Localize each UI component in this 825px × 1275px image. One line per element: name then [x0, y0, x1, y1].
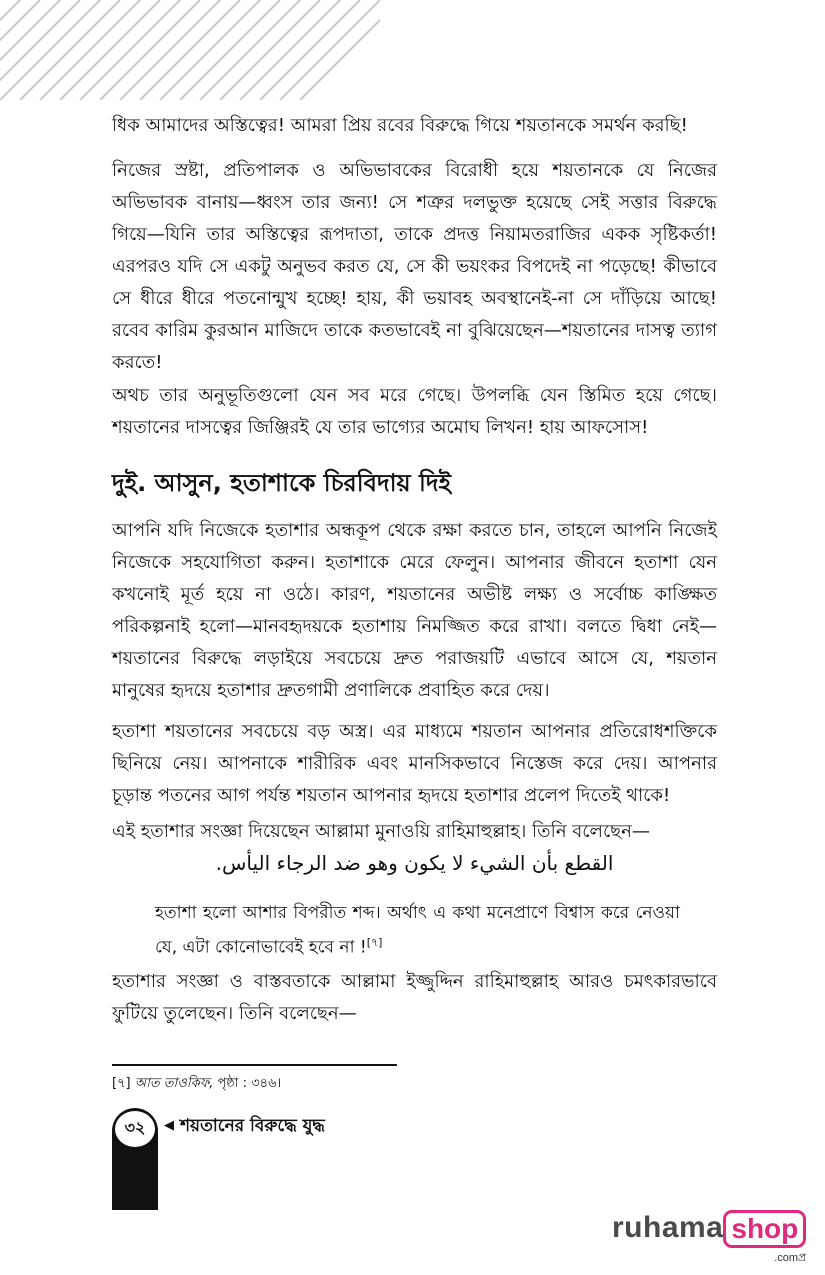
body-paragraph-4-wrap [112, 515, 717, 707]
running-head-title: শয়তানের বিরুদ্ধে যুদ্ধ [180, 1116, 325, 1136]
body-paragraph: নিজের স্রষ্টা, প্রতিপালক ও অভিভাবকের বিরোধী হয়ে শয়তানকে যে নিজের অভিভাবক বানায়—ধ্বংস তার জন্য! সে শত্রুর দলভুক্ত হয়েছে সেই সত্তার বিরুদ্ধে গিয়ে—যিনি তার অস্তিত্বের রূপদাতা, তাকে প্রদত্ত নিয়ামতরাজির একক সৃষ্টিকর্তা! এরপরও যদি সে একটু অনুভব করত যে, সে কী ভয়ংকর বিপদেই না পড়েছে! কীভাবে সে ধীরে ধীরে পতনোন্মুখ হচ্ছে! হায়, কী ভয়াবহ অবস্থানেই-না সে দাঁড়িয়ে আছে! রবেব কারিম কুরআন মাজিদে তাকে কতভাবেই না বুঝিয়েছেন—শয়তানের দাসত্ব ত্যাগ করতে! [112, 160, 717, 373]
body-paragraph: অথচ তার অনুভূতিগুলো যেন সব মরে গেছে। উপলব্ধি যেন স্তিমিত হয়ে গেছে। শয়তানের দাসত্বের জিঞ্জিরই যে তার ভাগ্যের অমোঘ লিখন! হায় আফসোস! [112, 385, 717, 438]
left-triangle-icon: ◀ [164, 1118, 174, 1133]
running-head [164, 1114, 325, 1138]
logo-ruhama-text: ruhama [612, 1211, 724, 1244]
logo-shop-text: shop [723, 1210, 806, 1248]
footnote-reference[interactable]: [৭] [366, 936, 383, 949]
body-paragraph-7-wrap [112, 966, 717, 1030]
body-paragraph-1-wrap [112, 110, 717, 142]
footnote-source-title: আত তাওকিফ, [134, 1076, 214, 1091]
footnote-page: পৃষ্ঠা : ৩৪৬। [217, 1076, 282, 1091]
body-paragraph: হতাশা শয়তানের সবচেয়ে বড় অস্ত্র। এর মাধ্যমে শয়তান আপনার প্রতিরোধশক্তিকে ছিনিয়ে নেয়। আপনাকে শারীরিক এবং মানসিকভাবে নিস্তেজ করে দেয়। আপনার চূড়ান্ত পতনের আগ পর্যন্ত শয়তান আপনার হৃদয়ে হতাশার প্রলেপ দিতেই থাকে! [112, 721, 717, 806]
logo-com-text: .comপ্র [774, 1252, 807, 1264]
body-paragraph: ধিক আমাদের অস্তিত্বের! আমরা প্রিয় রবের বিরুদ্ধে গিয়ে শয়তানকে সমর্থন করছি! [112, 115, 688, 136]
logo-shop-wrap [723, 1210, 806, 1268]
body-paragraph: এই হতাশার সংজ্ঞা দিয়েছেন আল্লামা মুনাওয়ি রাহিমাহুল্লাহ। তিনি বলেছেন— [112, 821, 650, 842]
corner-hatch-decoration [0, 0, 380, 100]
translation-quote [155, 898, 680, 963]
body-paragraph-3-wrap [112, 380, 717, 444]
body-paragraph-2-wrap [112, 155, 717, 379]
footnote-divider [112, 1064, 397, 1066]
ruhamashop-logo [612, 1210, 806, 1268]
page-number: ৩২ [124, 1117, 146, 1137]
body-paragraph: আপনি যদি নিজেকে হতাশার অন্ধকূপ থেকে রক্ষা করতে চান, তাহলে আপনি নিজেই নিজেকে সহযোগিতা করুন। হতাশাকে মেরে ফেলুন। আপনার জীবনে হতাশা যেন কখনোই মূর্ত হয়ে না ওঠে। কারণ, শয়তানের অভীষ্ট লক্ষ্য ও সর্বোচ্চ কাঙ্ক্ষিত পরিকল্পনাই হলো—মানবহৃদয়কে হতাশায় নিমজ্জিত করে রাখা। বলতে দ্বিধা নেই—শয়তানের বিরুদ্ধে লড়াইয়ে সবচেয়ে দ্রুত পরাজয়টি এভাবে আসে যে, শয়তান মানুষের হৃদয়ে হতাশার দ্রুতগামী প্রণালিকে প্রবাহিত করে দেয়। [112, 520, 717, 701]
section-heading: দুই. আসুন, হতাশাকে চিরবিদায় দিই [112, 469, 452, 497]
body-paragraph-5-wrap [112, 716, 717, 812]
body-paragraph: হতাশার সংজ্ঞা ও বাস্তবতাকে আল্লামা ইজ্জুদ্দিন রাহিমাহুল্লাহ আরও চমৎকারভাবে ফুটিয়ে তুলেছেন। তিনি বলেছেন— [112, 971, 717, 1024]
footnote-number: [৭] [112, 1076, 131, 1091]
translation-text: হতাশা হলো আশার বিপরীত শব্দ। অর্থাৎ এ কথা মনেপ্রাণে বিশ্বাস করে নেওয়া যে, এটা কোনোভাবেই হবে না ! [155, 903, 680, 958]
footnote [112, 1074, 281, 1094]
body-paragraph-6-wrap [112, 816, 717, 848]
arabic-quote: القطع بأن الشيء لا يكون وهو ضد الرجاء اليأس. [215, 851, 614, 875]
